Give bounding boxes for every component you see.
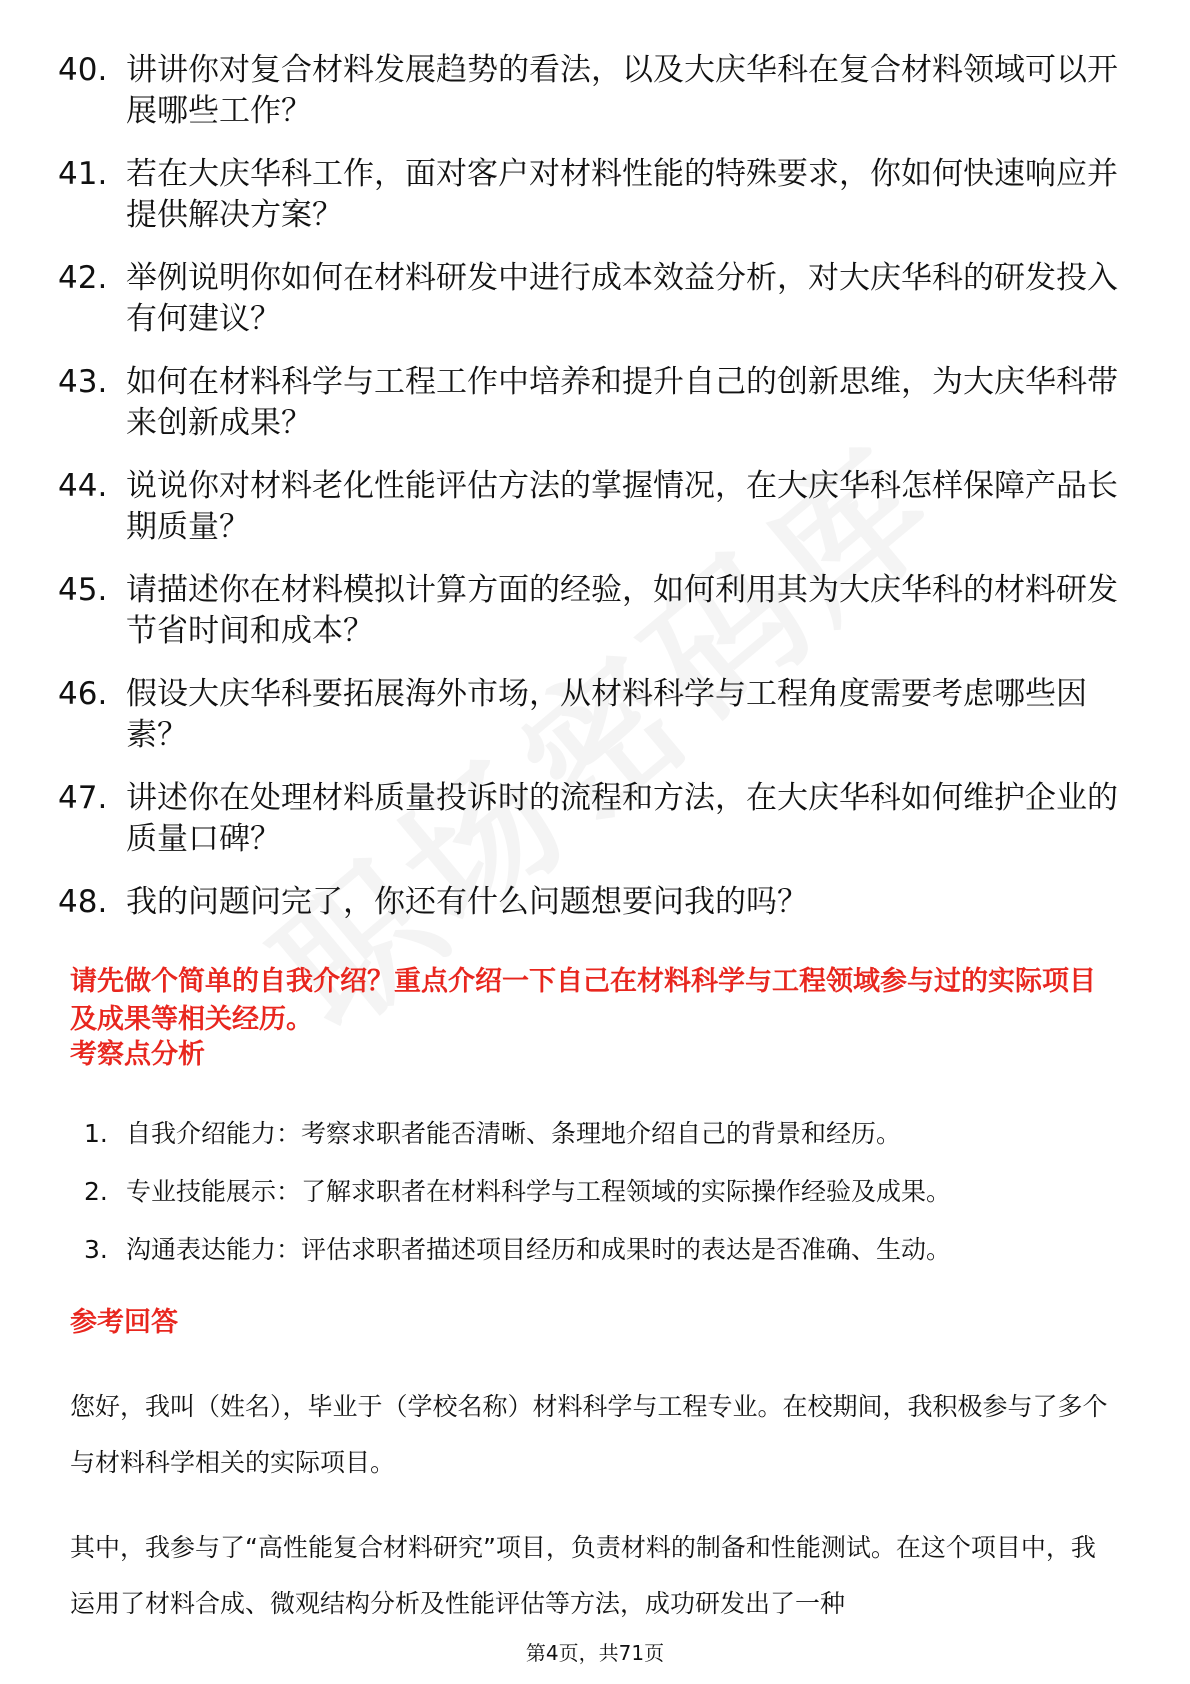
question-item — [58, 674, 1118, 756]
analysis-text: 沟通表达能力：评估求职者描述项目经历和成果时的表达是否准确、生动。 — [126, 1235, 952, 1264]
question-item — [58, 778, 1118, 860]
analysis-text: 自我介绍能力：考察求职者能否清晰、条理地介绍自己的背景和经历。 — [126, 1119, 902, 1148]
question-item — [58, 882, 1118, 923]
question-item — [58, 466, 1118, 548]
question-number: 45. — [58, 572, 108, 608]
question-text: 讲述你在处理材料质量投诉时的流程和方法，在大庆华科如何维护企业的质量口碑？ — [126, 780, 1118, 857]
page-footer: 第4页，共71页 — [525, 1641, 665, 1665]
highlight-question: 请先做个简单的自我介绍？重点介绍一下自己在材料科学与工程领域参与过的实际项目及成果等相关经历。 — [70, 966, 1096, 1035]
answer-paragraph: 您好，我叫（姓名），毕业于（学校名称）材料科学与工程专业。在校期间，我积极参与了多个与材料科学相关的实际项目。 — [70, 1392, 1108, 1477]
question-number: 43. — [58, 364, 108, 400]
question-item — [58, 570, 1118, 652]
question-text: 举例说明你如何在材料研发中进行成本效益分析，对大庆华科的研发投入有何建议？ — [126, 260, 1118, 337]
analysis-number: 3. — [84, 1235, 108, 1264]
question-item — [58, 362, 1118, 444]
question-text: 假设大庆华科要拓展海外市场，从材料科学与工程角度需要考虑哪些因素？ — [126, 676, 1087, 753]
question-text: 说说你对材料老化性能评估方法的掌握情况，在大庆华科怎样保障产品长期质量？ — [126, 468, 1118, 545]
question-number: 47. — [58, 780, 108, 816]
analysis-text: 专业技能展示：了解求职者在材料科学与工程领域的实际操作经验及成果。 — [126, 1177, 952, 1206]
question-number: 42. — [58, 260, 108, 296]
question-text: 如何在材料科学与工程工作中培养和提升自己的创新思维，为大庆华科带来创新成果？ — [126, 364, 1118, 441]
analysis-title: 考察点分析 — [70, 1039, 205, 1070]
question-item — [58, 258, 1118, 340]
question-number: 46. — [58, 676, 108, 712]
analysis-number: 2. — [84, 1177, 108, 1206]
analysis-item — [84, 1232, 1104, 1268]
answer-title: 参考回答 — [70, 1307, 178, 1338]
answer-paragraph: 其中，我参与了“高性能复合材料研究”项目，负责材料的制备和性能测试。在这个项目中，我运用了材料合成、微观结构分析及性能评估等方法，成功研发出了一种 — [70, 1533, 1096, 1618]
question-text: 若在大庆华科工作，面对客户对材料性能的特殊要求，你如何快速响应并提供解决方案？ — [126, 156, 1118, 233]
question-number: 48. — [58, 884, 108, 920]
question-text: 请描述你在材料模拟计算方面的经验，如何利用其为大庆华科的材料研发节省时间和成本？ — [126, 572, 1118, 649]
analysis-list — [84, 1116, 1104, 1290]
question-number: 44. — [58, 468, 108, 504]
question-text: 我的问题问完了，你还有什么问题想要问我的吗？ — [126, 884, 808, 920]
analysis-item — [84, 1174, 1104, 1210]
analysis-item — [84, 1116, 1104, 1152]
analysis-number: 1. — [84, 1119, 108, 1148]
question-item — [58, 50, 1118, 132]
question-number: 41. — [58, 156, 108, 192]
question-text: 讲讲你对复合材料发展趋势的看法，以及大庆华科在复合材料领域可以开展哪些工作？ — [126, 52, 1118, 129]
question-item — [58, 154, 1118, 236]
question-list — [58, 50, 1118, 945]
question-number: 40. — [58, 52, 108, 88]
